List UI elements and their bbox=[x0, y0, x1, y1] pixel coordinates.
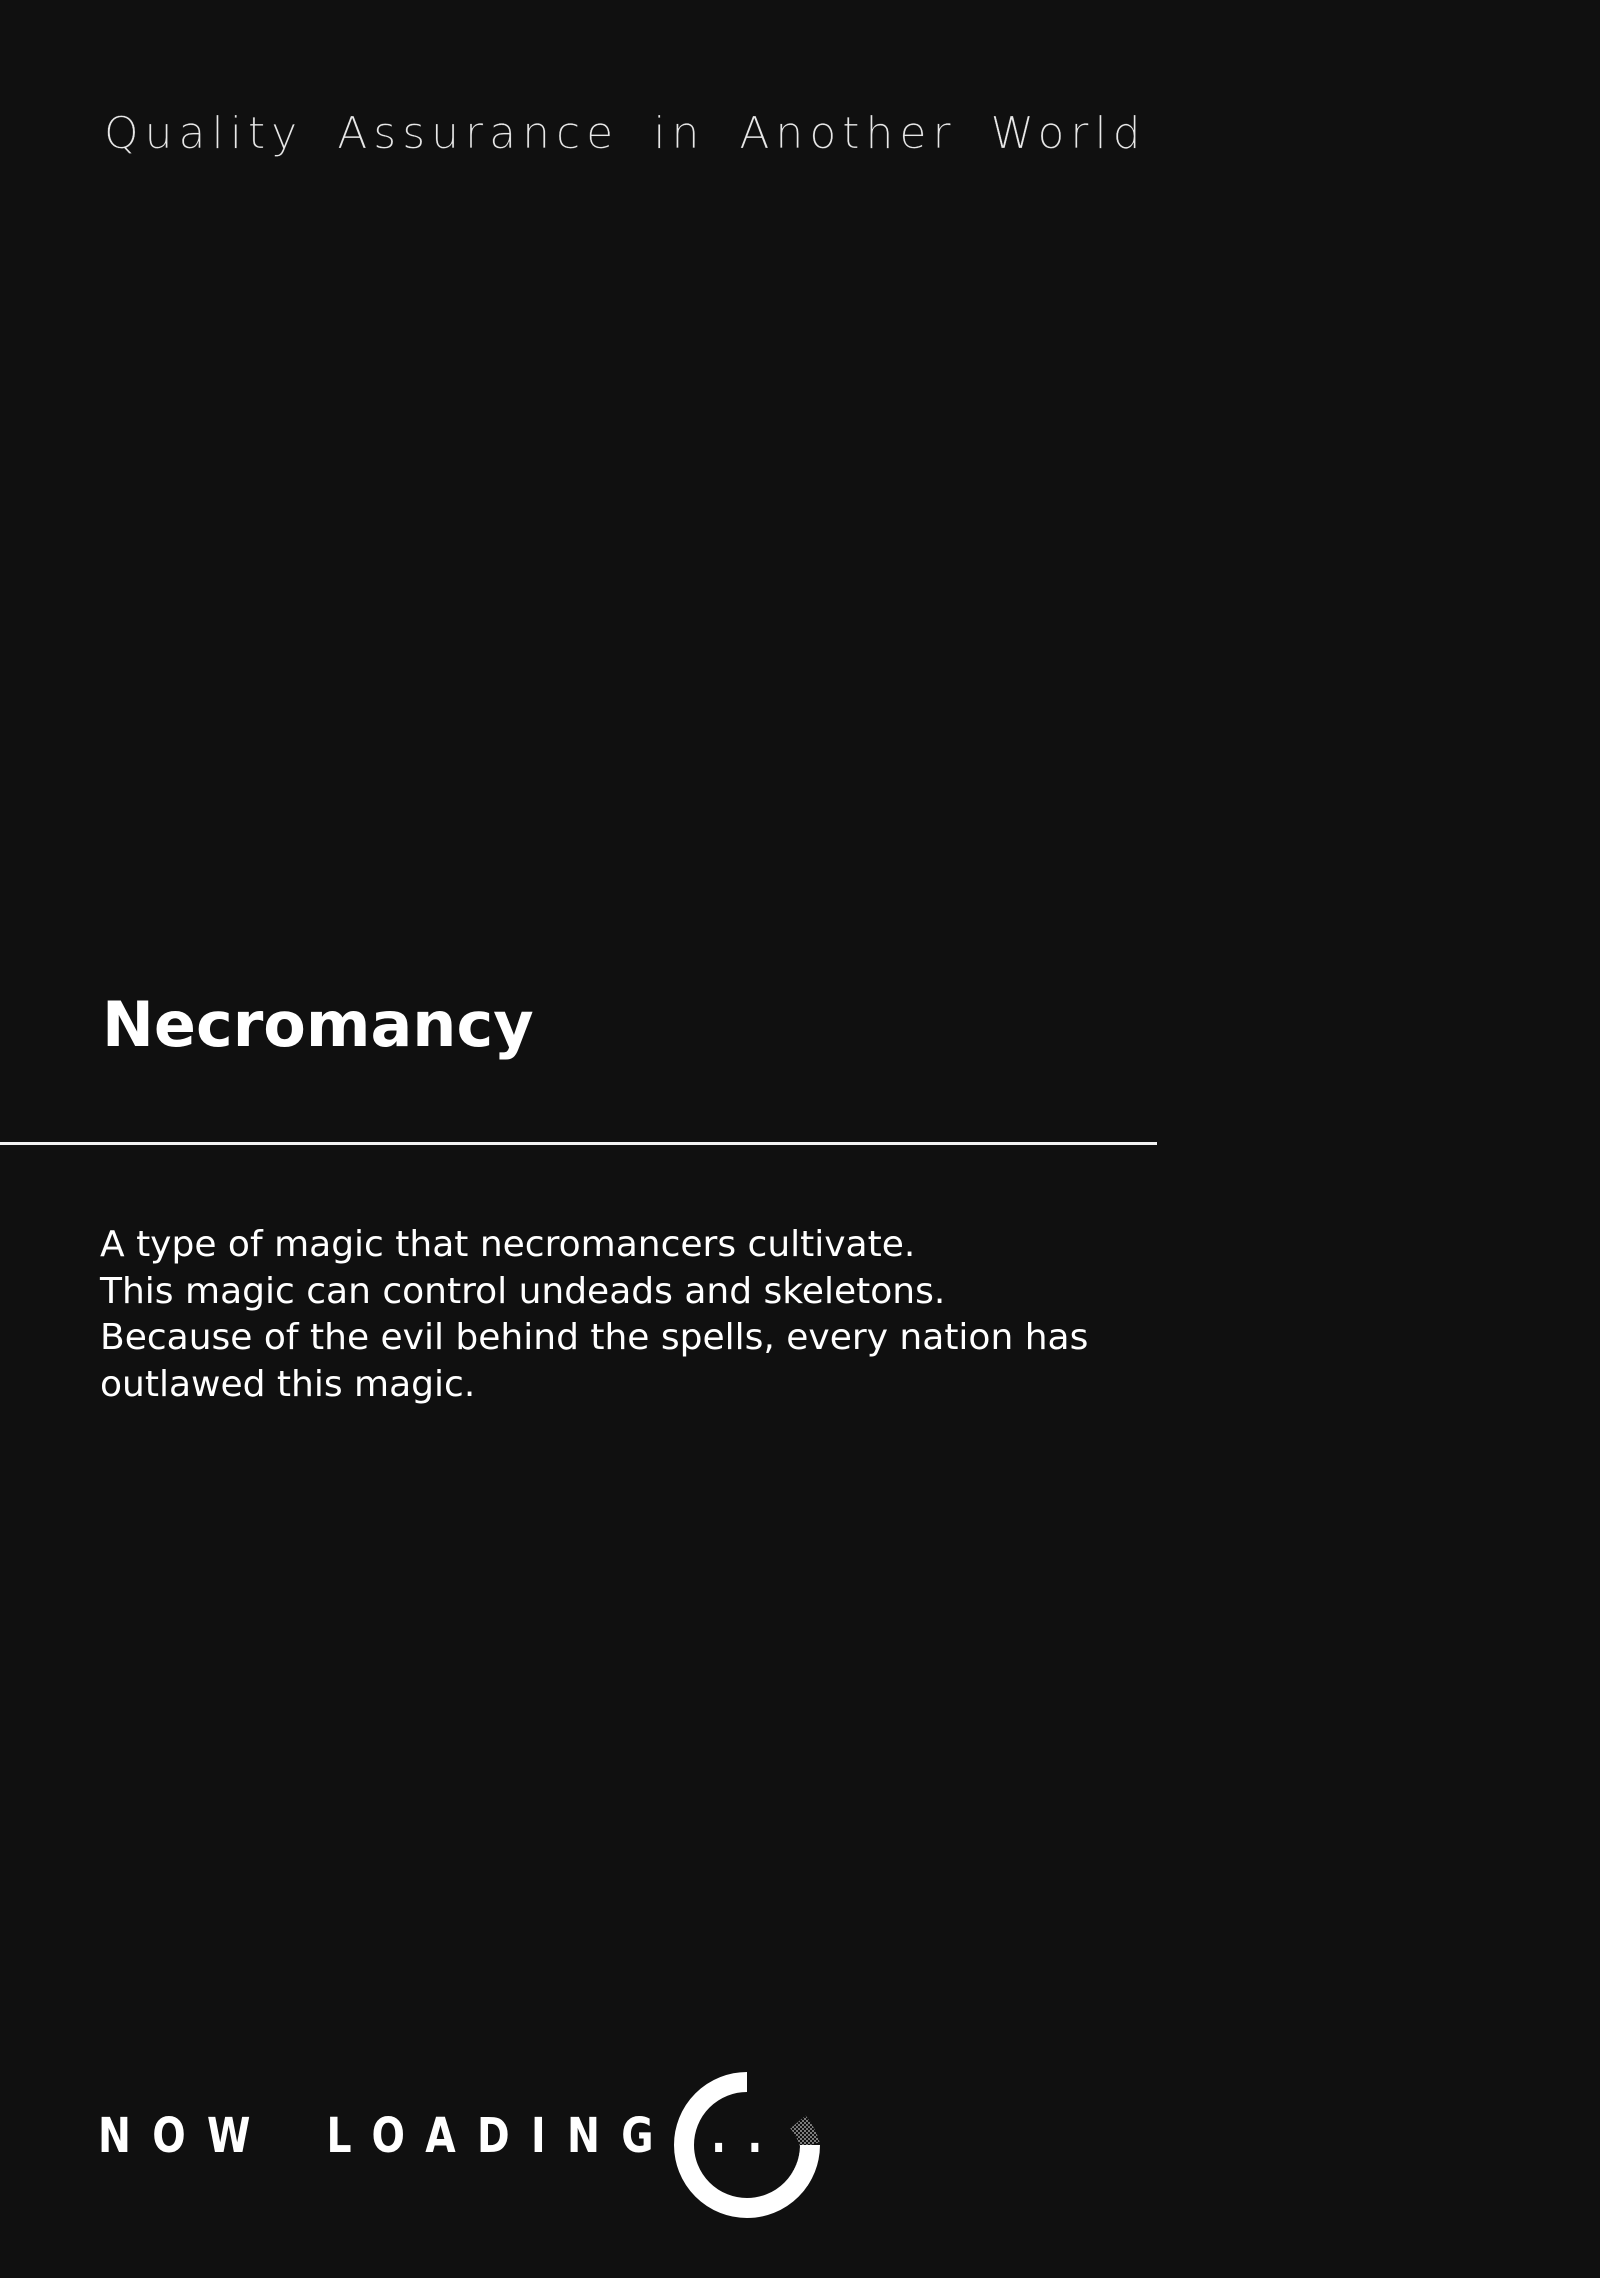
description-line: This magic can control undeads and skeletons. bbox=[100, 1270, 946, 1312]
description-line: outlawed this magic. bbox=[100, 1363, 476, 1405]
spinner-arc-dither-upper bbox=[798, 2122, 810, 2145]
spinner-arc-dither bbox=[792, 2145, 810, 2189]
now-loading-label: NOW LOADING... bbox=[98, 2108, 784, 2164]
entry-title: Necromancy bbox=[102, 988, 534, 1061]
game-title: Quality Assurance in Another World bbox=[104, 108, 1147, 159]
title-divider bbox=[0, 1142, 1157, 1145]
spinner-arc-solid bbox=[684, 2082, 810, 2208]
loading-spinner-icon bbox=[674, 2072, 820, 2218]
entry-description bbox=[100, 1222, 1100, 1408]
description-line: Because of the evil behind the spells, every nation has bbox=[100, 1317, 1089, 1358]
description-line: A type of magic that necromancers cultivate. bbox=[100, 1224, 916, 1265]
